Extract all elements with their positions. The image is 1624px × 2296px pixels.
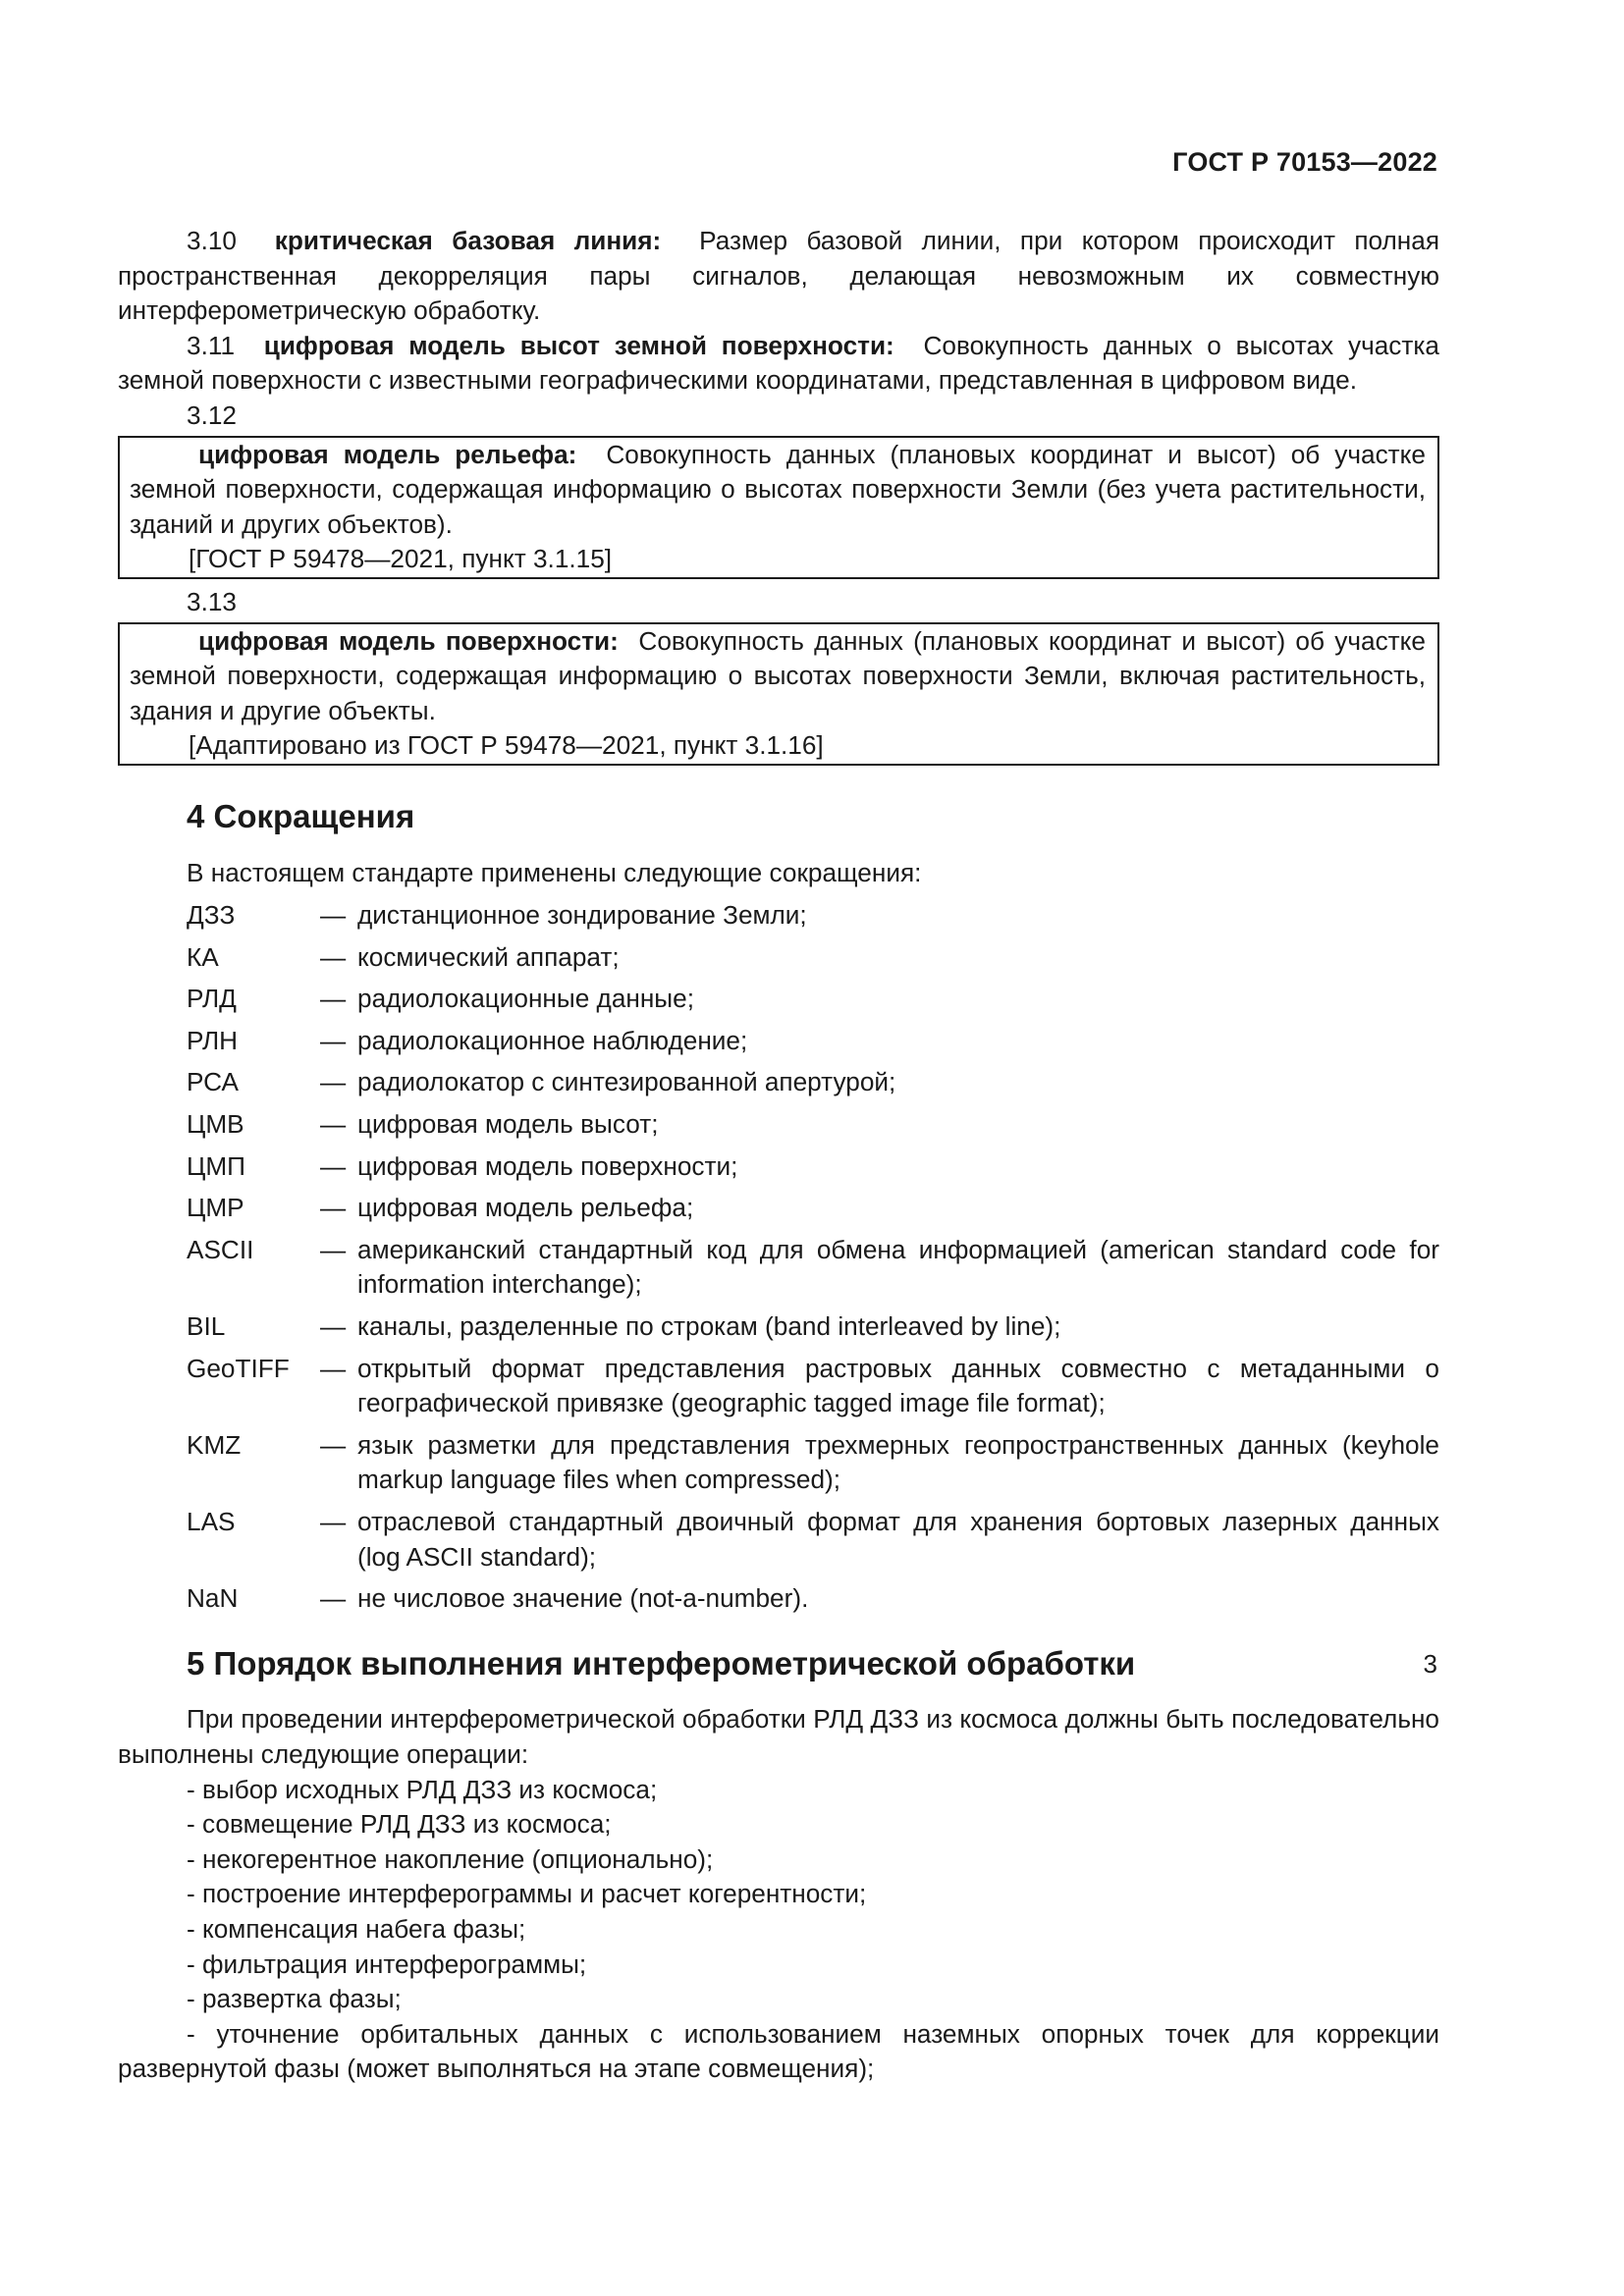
list-item: - некогерентное накопление (опционально); — [187, 1843, 714, 1874]
abbreviation: ASCII — [187, 1234, 254, 1264]
abbreviation-list — [118, 898, 1439, 1617]
abbreviation-definition: каналы, разделенные по строкам (band interleaved by line); — [357, 1311, 1061, 1342]
document-header: ГОСТ Р 70153—2022 — [1172, 147, 1437, 177]
abbreviation-definition: космический аппарат; — [357, 941, 620, 972]
abbreviation-definition: отраслевой стандартный двоичный формат для хранения бортовых лазерных данных (log ASCII standard); — [357, 1507, 1439, 1572]
abbreviation: ЦМП — [187, 1150, 246, 1181]
dash: — — [320, 1234, 347, 1264]
abbreviation: ЦМР — [187, 1193, 244, 1223]
term-number: 3.11 — [187, 330, 236, 360]
list-item — [118, 1309, 1439, 1345]
operations-list — [118, 1773, 1439, 2087]
list-item — [118, 1191, 1439, 1226]
dash: — — [320, 941, 347, 972]
list-item: - выбор исходных РЛД ДЗЗ из космоса; — [187, 1774, 658, 1804]
list-item — [118, 1233, 1439, 1303]
list-item: - построение интерферограммы и расчет когерентности; — [187, 1879, 867, 1909]
abbreviation: GeoTIFF — [187, 1353, 290, 1383]
abbreviation: РСА — [187, 1067, 239, 1097]
term-title: цифровая модель рельефа: — [198, 439, 577, 469]
list-item — [118, 898, 1439, 934]
list-item — [118, 1065, 1439, 1100]
list-item: - фильтрация интерферограммы; — [187, 1949, 587, 1979]
abbreviation: РЛД — [187, 984, 237, 1014]
abbreviation-definition: цифровая модель рельефа; — [357, 1193, 694, 1223]
dash: — — [320, 1353, 347, 1383]
term-definition: Размер базовой линии, при котором происходит полная пространственная декорреляция пары сигналов, делающая невозможным их совместную интерферометрическую обработку. — [118, 226, 1439, 326]
section-5-title: 5 Порядок выполнения интерферометрической обработки — [187, 1644, 1136, 1682]
list-item — [118, 1581, 1439, 1617]
term-source: [Адаптировано из ГОСТ Р 59478—2021, пункт 3.1.16] — [189, 730, 824, 761]
dash: — — [320, 984, 347, 1014]
list-item: - совмещение РЛД ДЗЗ из космоса; — [187, 1809, 612, 1840]
dash: — — [320, 1429, 347, 1460]
term-number-3-13: 3.13 — [187, 586, 237, 616]
term-number: 3.10 — [187, 226, 237, 255]
abbreviation: РЛН — [187, 1025, 239, 1055]
abbreviation: КА — [187, 941, 219, 972]
dash: — — [320, 1193, 347, 1223]
dash: — — [320, 1067, 347, 1097]
term-title: цифровая модель высот земной поверхности: — [263, 330, 894, 360]
dash: — — [320, 900, 347, 931]
term-box-3-12 — [118, 436, 1439, 579]
term-3-10 — [118, 224, 1439, 329]
term-number-3-12: 3.12 — [187, 400, 237, 430]
term-3-13 — [130, 624, 1426, 729]
term-definition: Совокупность данных о высотах участка земной поверхности с известными географическими координатами, представленная в цифровом виде. — [118, 330, 1439, 396]
abbreviation-definition: цифровая модель поверхности; — [357, 1150, 738, 1181]
dash: — — [320, 1507, 347, 1536]
list-item — [118, 940, 1439, 976]
list-item: - развертка фазы; — [187, 1984, 402, 2014]
list-item — [118, 1149, 1439, 1185]
dash: — — [320, 1150, 347, 1181]
term-title: критическая базовая линия: — [274, 226, 662, 255]
abbreviation: ДЗЗ — [187, 900, 236, 931]
abbreviation-definition: не числовое значение (not-a-number). — [357, 1583, 809, 1614]
list-item: - уточнение орбитальных данных с использованием наземных опорных точек для коррекции развернутой фазы (может выполняться на этапе совмещения); — [118, 2018, 1439, 2084]
list-item — [118, 1352, 1439, 1421]
abbreviation-definition: радиолокационные данные; — [357, 984, 694, 1014]
list-item — [118, 1428, 1439, 1498]
term-definition: Совокупность данных (плановых координат и высот) об участке земной поверхности, содержащая информацию о высотах поверхности Земли, включая растительность, здания и другие объекты. — [130, 625, 1426, 725]
page-content — [118, 224, 1439, 2087]
dash: — — [320, 1311, 347, 1342]
section-4-intro: В настоящем стандарте применены следующие сокращения: — [187, 857, 922, 887]
abbreviation-definition: открытый формат представления растровых данных совместно с метаданными о географической привязке (geographic tagged image file format); — [357, 1353, 1439, 1418]
abbreviation: KMZ — [187, 1429, 242, 1460]
list-item — [118, 1024, 1439, 1059]
term-source: [ГОСТ Р 59478—2021, пункт 3.1.15] — [189, 544, 613, 574]
term-3-12 — [130, 438, 1426, 543]
abbreviation-definition: дистанционное зондирование Земли; — [357, 900, 807, 931]
term-box-3-13 — [118, 622, 1439, 766]
abbreviation: LAS — [187, 1507, 236, 1536]
dash: — — [320, 1109, 347, 1140]
page-number: 3 — [1423, 1649, 1437, 1679]
abbreviation: ЦМВ — [187, 1109, 244, 1140]
list-item — [118, 982, 1439, 1017]
term-title: цифровая модель поверхности: — [198, 625, 619, 656]
list-item: - компенсация набега фазы; — [187, 1913, 526, 1944]
abbreviation-definition: цифровая модель высот; — [357, 1109, 659, 1140]
term-3-11 — [118, 329, 1439, 399]
list-item — [118, 1107, 1439, 1143]
section-4-title: 4 Сокращения — [187, 797, 415, 834]
section-5-intro: При проведении интерферометрической обработки РЛД ДЗЗ из космоса должны быть последовательно выполнены следующие операции: — [118, 1704, 1439, 1769]
abbreviation: BIL — [187, 1311, 226, 1342]
abbreviation-definition: американский стандартный код для обмена информацией (american standard code for information interchange); — [357, 1234, 1439, 1300]
abbreviation-definition: радиолокатор с синтезированной апертурой; — [357, 1067, 896, 1097]
abbreviation-definition: язык разметки для представления трехмерных геопространственных данных (keyhole markup language files when compressed); — [357, 1429, 1439, 1495]
abbreviation: NaN — [187, 1583, 239, 1614]
dash: — — [320, 1583, 347, 1614]
term-definition: Совокупность данных (плановых координат и высот) об участке земной поверхности, содержащая информацию о высотах поверхности Земли (без учета растительности, зданий и других объектов). — [130, 439, 1426, 539]
abbreviation-definition: радиолокационное наблюдение; — [357, 1025, 748, 1055]
list-item — [118, 1505, 1439, 1575]
dash: — — [320, 1025, 347, 1055]
